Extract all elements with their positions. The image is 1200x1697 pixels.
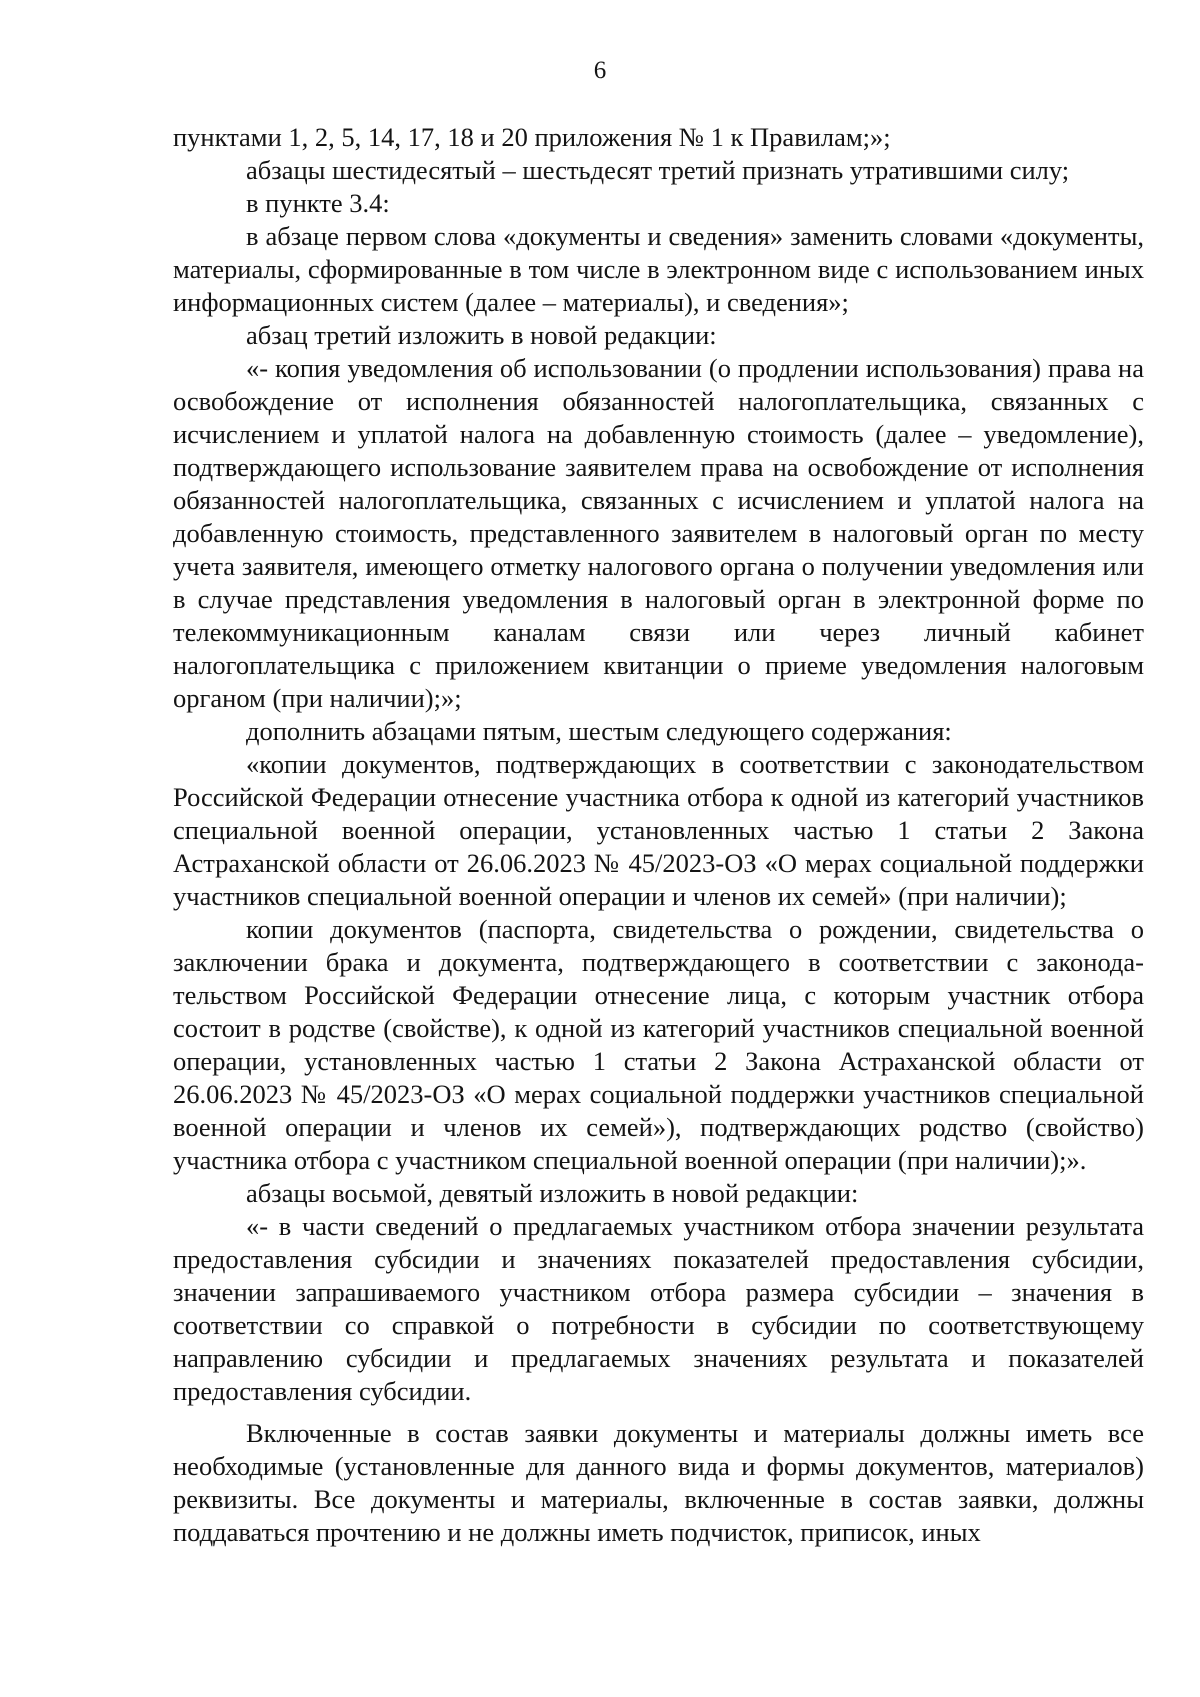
page-number: 6 xyxy=(593,57,607,84)
paragraph-vklyuchennye: Включенные в состав заявки документы и материалы должны иметь все необходимые (установленные для данного вида и формы документов, материалов) реквизиты. Все документы и материалы, включенные в состав заявки, должны поддаваться прочтению и не должны иметь подчисток, приписок, иных xyxy=(173,1418,1144,1547)
paragraph-kopii-dokumentov-2: копии документов (паспорта, свидетельства о рождении, свидетельства о заключении брака и документа, подтверждающего в соответствии с законодательством Российской Федерации отнесение лица, с которым участник отбора состоит в родстве (свойстве), к одной из категорий участников специальной военной операции, установленных частью 1 статьи 2 Закона Астраханской области от 26.06.2023 № 45/2023-ОЗ «О мерах социальной поддержки участников специальной военной операции и членов их семей»), подтверждающих родство (свойство) участника отбора с участником специальной военной операции (при наличии);». xyxy=(173,914,1144,1175)
paragraph-dopolnit: дополнить абзацами пятым, шестым следующего содержания: xyxy=(246,716,952,746)
paragraph-kopiya-uvedomleniya: «- копия уведомления об использовании (о продлении использования) права на освобождение от исполнения обязанностей налогоплательщика, связанных с исчислением и уплатой налога на добавленную стоимость (далее – уведомление), подтверждающего использование заявителем права на освобождение от исполнения обязанностей налогоплательщика, связанных с исчислением и уплатой налога на добавленную стоимость, представленного заявителем в налоговый орган по месту учета заявителя, имеющего отметку налогового органа о получении уведомления или в случае представления уведомления в налоговый орган в электронной форме по телекоммуникационным каналам связи или через личный кабинет налогоплательщика с приложением квитанции о приеме уведомления налоговым органом (при наличии);»; xyxy=(173,353,1144,713)
paragraph-continuation: пунктами 1, 2, 5, 14, 17, 18 и 20 приложения № 1 к Правилам;»; xyxy=(173,122,891,152)
paragraph-v-chasti-svedenii: «- в части сведений о предлагаемых участником отбора значении результата предоставления субсидии и значениях показателей предоставления субсидии, значении запрашиваемого участником отбора размера субсидии – значения в соответствии со справкой о потребности в субсидии по соответствующему направлению субсидии и предлагаемых значениях результата и показателей предоставления субсидии. xyxy=(173,1211,1144,1406)
paragraph-punkt-3-4: в пункте 3.4: xyxy=(246,188,390,218)
paragraph-abzacy-8-9: абзацы восьмой, девятый изложить в новой редакции: xyxy=(246,1178,859,1208)
document-body xyxy=(173,121,1144,1549)
paragraph-abzac-tretii: абзац третий изложить в новой редакции: xyxy=(246,320,717,350)
paragraph-abzacy-60-63: абзацы шестидесятый – шестьдесят третий признать утратившими силу; xyxy=(246,155,1070,185)
paragraph-abzac-pervyi: в абзаце первом слова «документы и сведения» заменить словами «документы, материалы, сформированные в том числе в электронном виде с использованием иных информационных систем (далее – материалы), и сведения»; xyxy=(173,221,1144,317)
paragraph-kopii-dokumentov-1: «копии документов, подтверждающих в соответствии с законодательством Российской Федерации отнесение участника отбора к одной из категорий участников специальной военной операции, установленных частью 1 статьи 2 Закона Астраханской области от 26.06.2023 № 45/2023-ОЗ «О мерах социальной поддержки участников специальной военной операции и членов их семей» (при наличии); xyxy=(173,749,1144,911)
